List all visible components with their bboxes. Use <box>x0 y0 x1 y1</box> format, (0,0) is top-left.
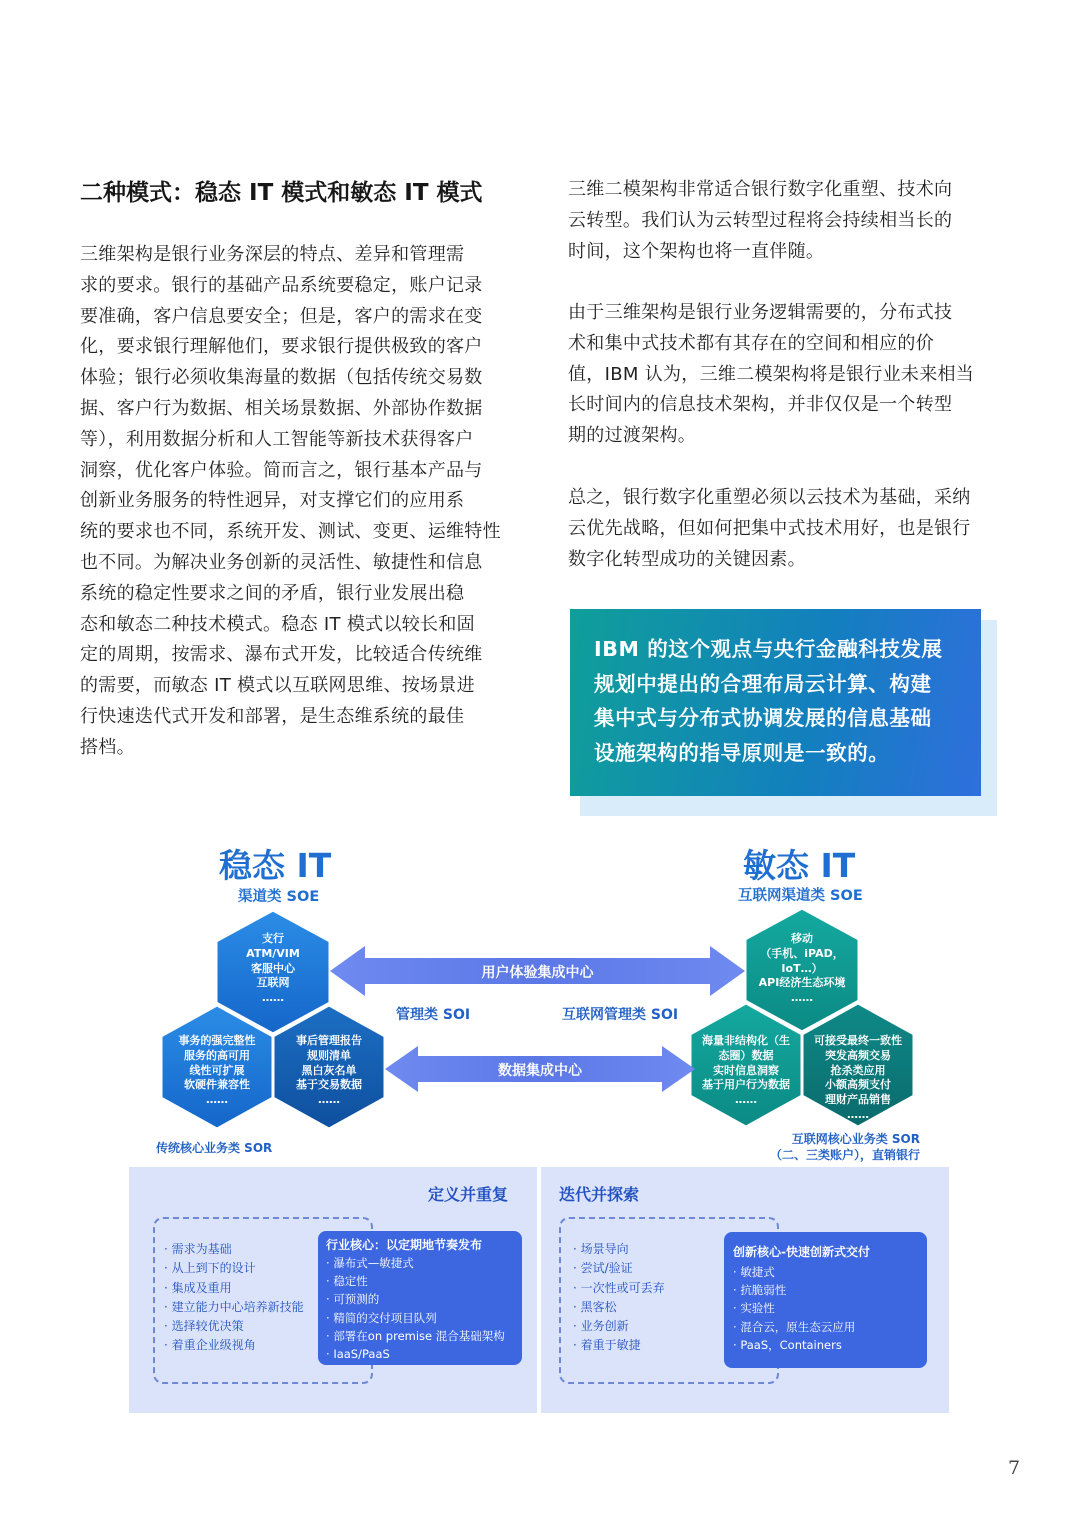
left-body-text-line: 体验；银行必须收集海量的数据（包括传统交易数 <box>80 367 483 389</box>
hex-stable-right-label-line: …… <box>318 1093 340 1107</box>
hex-agile-right-label-line: 小额高频支付 <box>825 1078 891 1092</box>
left-core-box <box>318 1231 522 1365</box>
hex-agile-left-label-line: 实时信息洞察 <box>713 1063 779 1077</box>
hex-stable-left-label-line: …… <box>206 1093 228 1107</box>
hex-stable-right-label-line: 基于交易数据 <box>296 1078 362 1092</box>
left-body-text-line: 的需要，而敏态 IT 模式以互联网思维、按场景进 <box>80 675 475 697</box>
stable-it-title: 稳态 IT <box>219 846 332 885</box>
right-paragraph-2-line: 长时间内的信息技术架构，并非仅仅是一个转型 <box>568 394 953 416</box>
right-panel-title: 迭代并探索 <box>559 1185 640 1204</box>
left-core-box-list-line: · 稳定性 <box>326 1272 522 1290</box>
left-body-text-line: 洞察，优化客户体验。简而言之，银行基本产品与 <box>80 459 483 481</box>
right-panel-list-line: · 黑客松 <box>573 1298 665 1317</box>
left-panel-list-line: · 从上到下的设计 <box>164 1259 304 1278</box>
quote-callout-line: IBM 的这个观点与央行金融科技发展 <box>594 637 943 661</box>
left-core-box-title: 行业核心：以定期地节奏发布 <box>326 1238 483 1252</box>
right-panel-list-line: · 着重于敏捷 <box>573 1336 665 1355</box>
hex-stable-right-label <box>273 1034 385 1108</box>
page-number: 7 <box>1008 1457 1021 1479</box>
left-panel-title: 定义并重复 <box>428 1185 509 1204</box>
hex-agile-left-label-line: 态圈）数据 <box>718 1048 774 1062</box>
hex-stable-top-label-line: 互联网 <box>256 976 290 990</box>
quote-callout-line: 集中式与分布式协调发展的信息基础 <box>594 706 932 730</box>
right-panel-list <box>573 1240 665 1356</box>
hex-stable-top-label-line: ATM/VIM <box>246 946 300 960</box>
hex-agile-top-label-line: API经济生态环境 <box>758 976 846 990</box>
hex-agile-left-label <box>690 1034 802 1108</box>
agile-it-subtitle: 互联网渠道类 SOE <box>738 888 863 904</box>
left-body-text-line: 据、客户行为数据、相关场景数据、外部协作数据 <box>80 397 483 419</box>
hex-stable-left-label-line: 事务的强完整性 <box>178 1034 256 1047</box>
right-core-box-list-line: · 敏捷式 <box>733 1263 927 1281</box>
right-panel-list-line: · 一次性或可丢弃 <box>573 1279 665 1298</box>
hex-agile-right-label-line: 理财产品销售 <box>825 1093 891 1107</box>
hex-agile-right-label-line: 抢杀类应用 <box>830 1063 886 1077</box>
left-body-text-line: 态和敏态二种技术模式。稳态 IT 模式以较长和固 <box>80 613 475 635</box>
right-core-box-list-line: · 混合云，原生态云应用 <box>733 1318 927 1336</box>
left-body-text-line: 等），利用数据分析和人工智能等新技术获得客户 <box>80 428 474 450</box>
hex-stable-top-label <box>216 932 330 1006</box>
right-paragraph-3-line: 总之，银行数字化重塑必须以云技术为基础，采纳 <box>568 487 971 508</box>
right-paragraph-3-line: 云优先战略，但如何把集中式技术用好，也是银行 <box>568 517 971 539</box>
hex-agile-left-label-line: 基于用户行为数据 <box>702 1078 790 1092</box>
right-paragraph-2-line: 期的过渡架构。 <box>568 425 697 447</box>
sor-left-label: 传统核心业务类 SOR <box>156 1141 273 1155</box>
left-panel-list-line: · 着重企业级视角 <box>164 1336 304 1355</box>
left-panel-list-line: · 集成及重用 <box>164 1279 304 1298</box>
sor-right-label <box>760 1131 920 1163</box>
hex-stable-top-label-line: …… <box>262 991 284 1005</box>
left-body-text-line: 求的要求。银行的基础产品系统要稳定，账户记录 <box>80 274 483 296</box>
left-body-text-line: 创新业务服务的特性迥异，对支撑它们的应用系 <box>80 490 465 512</box>
hex-agile-right-label-line: 突发高频交易 <box>825 1048 891 1062</box>
right-core-box-list-line: · PaaS，Containers <box>733 1336 927 1354</box>
left-body-text-line: 也不同。为解决业务创新的灵活性、敏捷性和信息 <box>80 551 483 573</box>
left-body-text-line: 化，要求银行理解他们，要求银行提供极致的客户 <box>80 336 483 358</box>
hex-agile-left-label-line: …… <box>735 1093 757 1107</box>
stable-it-subtitle: 渠道类 SOE <box>238 889 320 905</box>
hex-agile-right-label-line: 可接受最终一致性 <box>814 1034 902 1047</box>
right-paragraph-3-line: 数字化转型成功的关键因素。 <box>568 548 806 570</box>
right-core-box-list <box>733 1263 927 1354</box>
quote-callout-line: 设施架构的指导原则是一致的。 <box>594 740 890 765</box>
hex-stable-left-label-line: 软硬件兼容性 <box>184 1078 250 1092</box>
left-body-text-line: 系统的稳定性要求之间的矛盾，银行业发展出稳 <box>80 582 465 604</box>
hex-stable-right-label-line: 黑白灰名单 <box>301 1063 357 1077</box>
left-core-box-list-line: · 精简的交付项目队列 <box>326 1309 522 1327</box>
hex-stable-left-label <box>161 1034 273 1108</box>
hex-stable-left-label-line: 线性可扩展 <box>189 1063 245 1077</box>
left-panel-list <box>164 1240 304 1356</box>
left-core-box-list-line: · 部署在on premise 混合基础架构 <box>326 1327 522 1345</box>
sor-right-label-line: （二、三类账户），直销银行 <box>769 1148 920 1162</box>
right-panel-list-line: · 尝试/验证 <box>573 1259 665 1278</box>
hex-agile-top-label-line: （手机、iPAD， <box>760 946 844 960</box>
left-body-text-line: 统的要求也不同，系统开发、测试、变更、运维特性 <box>80 521 501 543</box>
arrow-top-label: 用户体验集成中心 <box>481 965 594 981</box>
right-panel-list-line: · 业务创新 <box>573 1317 665 1336</box>
hex-stable-top-label-line: 支行 <box>262 932 284 945</box>
right-panel-list-line: · 场景导向 <box>573 1240 665 1259</box>
hex-agile-right-label-line: …… <box>847 1107 869 1121</box>
agile-it-title: 敏态 IT <box>743 846 856 885</box>
right-paragraph-2-line: 值，IBM 认为，三维二模架构将是银行业未来相当 <box>568 363 975 385</box>
left-body-text-line: 要准确，客户信息要安全；但是，客户的需求在变 <box>80 305 483 327</box>
soi-left-label: 管理类 SOI <box>396 1007 471 1023</box>
hex-agile-top-label-line: …… <box>791 991 813 1005</box>
soi-right-label: 互联网管理类 SOI <box>562 1007 679 1023</box>
hex-agile-right-label <box>802 1034 914 1123</box>
hex-stable-top-label-line: 客服中心 <box>251 961 295 975</box>
hex-agile-top-label-line: IoT…） <box>781 961 823 975</box>
right-core-box-list-line: · 实验性 <box>733 1299 927 1317</box>
quote-callout-line: 规划中提出的合理布局云计算、构建 <box>594 671 932 696</box>
right-paragraph-2-line: 由于三维架构是银行业务逻辑需要的，分布式技 <box>568 302 953 323</box>
hex-stable-right-label-line: 事后管理报告 <box>296 1034 362 1047</box>
right-core-box-list-line: · 抗脆弱性 <box>733 1281 927 1299</box>
left-core-box-list-line: · 可预测的 <box>326 1290 522 1308</box>
left-body-text-line: 三维架构是银行业务深层的特点、差异和管理需 <box>80 244 465 265</box>
left-core-box-list-line: · 瀑布式—敏捷式 <box>326 1254 522 1272</box>
hex-stable-right-label-line: 规则清单 <box>307 1048 351 1062</box>
left-body-text-line: 定的周期，按需求、瀑布式开发，比较适合传统维 <box>80 644 483 666</box>
left-body-text-line: 行快速迭代式开发和部署，是生态维系统的最佳 <box>80 705 465 727</box>
right-core-box <box>724 1232 927 1368</box>
section-heading: 二种模式：稳态 IT 模式和敏态 IT 模式 <box>80 180 483 206</box>
arrow-bottom-label: 数据集成中心 <box>498 1063 582 1079</box>
right-core-box-title: 创新核心-快速创新式交付 <box>733 1245 870 1259</box>
right-paragraph-1-line: 三维二模架构非常适合银行数字化重塑、技术向 <box>568 179 953 200</box>
right-paragraph-1-line: 时间，这个架构也将一直伴随。 <box>568 240 825 262</box>
left-core-box-list-line: · IaaS/PaaS <box>326 1345 522 1363</box>
hex-stable-left-label-line: 服务的高可用 <box>184 1048 250 1062</box>
left-panel-list-line: · 选择较优决策 <box>164 1317 304 1336</box>
left-body-text-line: 搭档。 <box>80 736 135 758</box>
right-paragraph-1-line: 云转型。我们认为云转型过程将会持续相当长的 <box>568 209 953 231</box>
hex-agile-top-label-line: 移动 <box>791 932 813 945</box>
left-panel-list-line: · 建立能力中心培养新技能 <box>164 1298 304 1317</box>
left-core-box-list <box>326 1254 522 1363</box>
hex-agile-top-label <box>745 932 859 1006</box>
sor-right-label-line: 互联网核心业务类 SOR <box>791 1132 920 1146</box>
right-paragraph-2-line: 术和集中式技术都有其存在的空间和相应的价 <box>568 332 934 354</box>
hex-agile-left-label-line: 海量非结构化（生 <box>702 1034 790 1047</box>
left-panel-list-line: · 需求为基础 <box>164 1240 304 1259</box>
